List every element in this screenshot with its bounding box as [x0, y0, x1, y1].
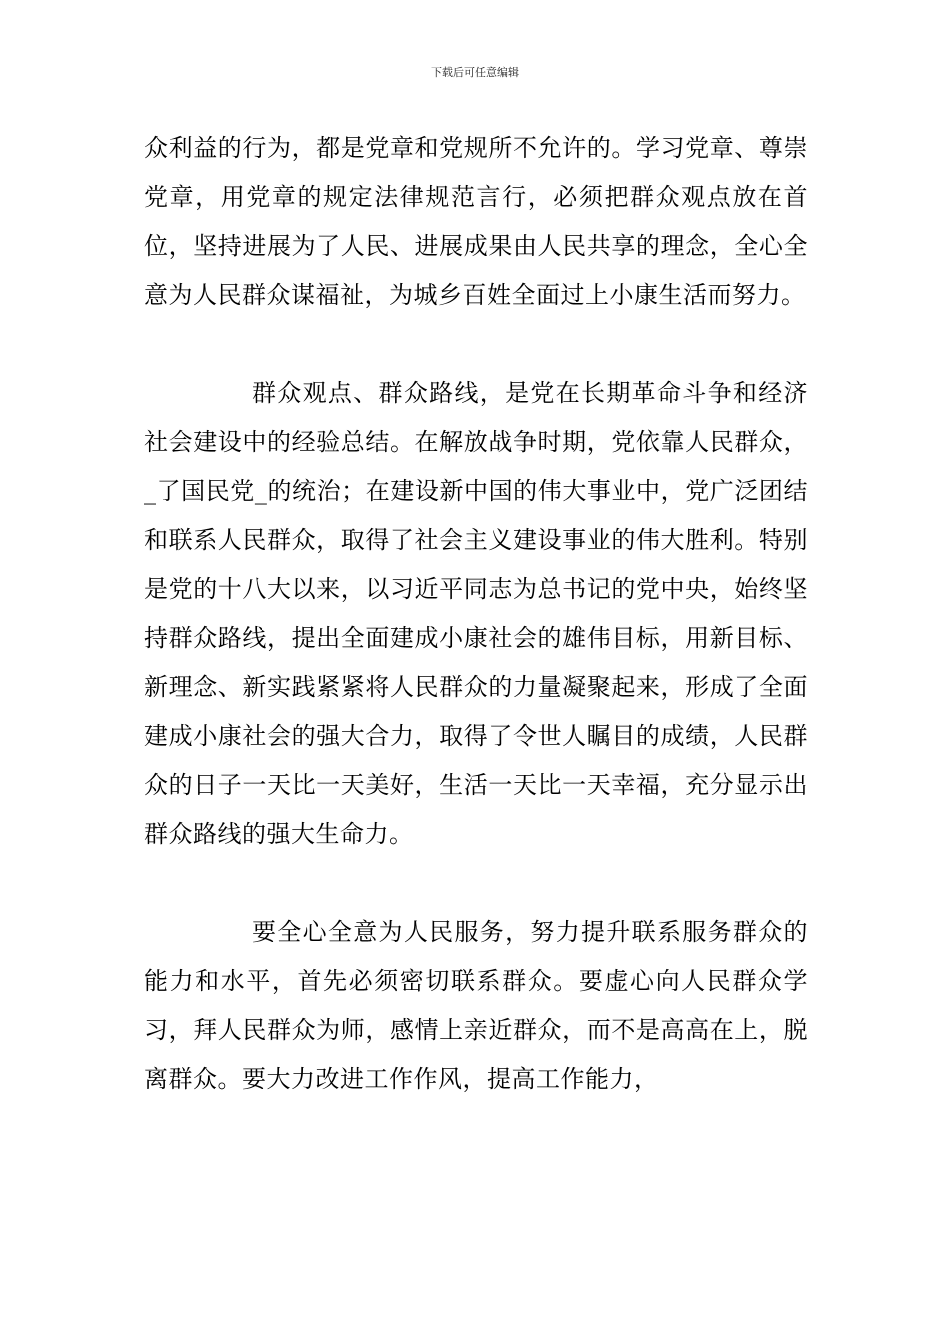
- paragraph-3: 要全心全意为人民服务，努力提升联系服务群众的能力和水平，首先必须密切联系群众。要虚心向人民群众学习，拜人民群众为师，感情上亲近群众，而不是高高在上，脱离群众。要大力改进工作作风，提高工作能力，: [144, 918, 808, 1093]
- page-header: 下载后可任意编辑: [431, 66, 519, 79]
- paragraph-spacer: [144, 320, 808, 369]
- document-body: [144, 124, 808, 1104]
- paragraph-2: 群众观点、群众路线，是党在长期革命斗争和经济社会建设中的经验总结。在解放战争时期，党依靠人民群众，_了国民党_的统治；在建设新中国的伟大事业中，党广泛团结和联系人民群众，取得了社会主义建设事业的伟大胜利。特别是党的十八大以来，以习近平同志为总书记的党中央，始终坚持群众路线，提出全面建成小康社会的雄伟目标，用新目标、新理念、新实践紧紧将人民群众的力量凝聚起来，形成了全面建成小康社会的强大合力，取得了令世人瞩目的成绩，人民群众的日子一天比一天美好，生活一天比一天幸福，充分显示出群众路线的强大生命力。: [144, 379, 808, 848]
- paragraph-1: 众利益的行为，都是党章和党规所不允许的。学习党章、尊崇党章，用党章的规定法律规范言行，必须把群众观点放在首位，坚持进展为了人民、进展成果由人民共享的理念，全心全意为人民群众谋福祉，为城乡百姓全面过上小康生活而努力。: [144, 134, 808, 309]
- paragraph-spacer: [144, 859, 808, 908]
